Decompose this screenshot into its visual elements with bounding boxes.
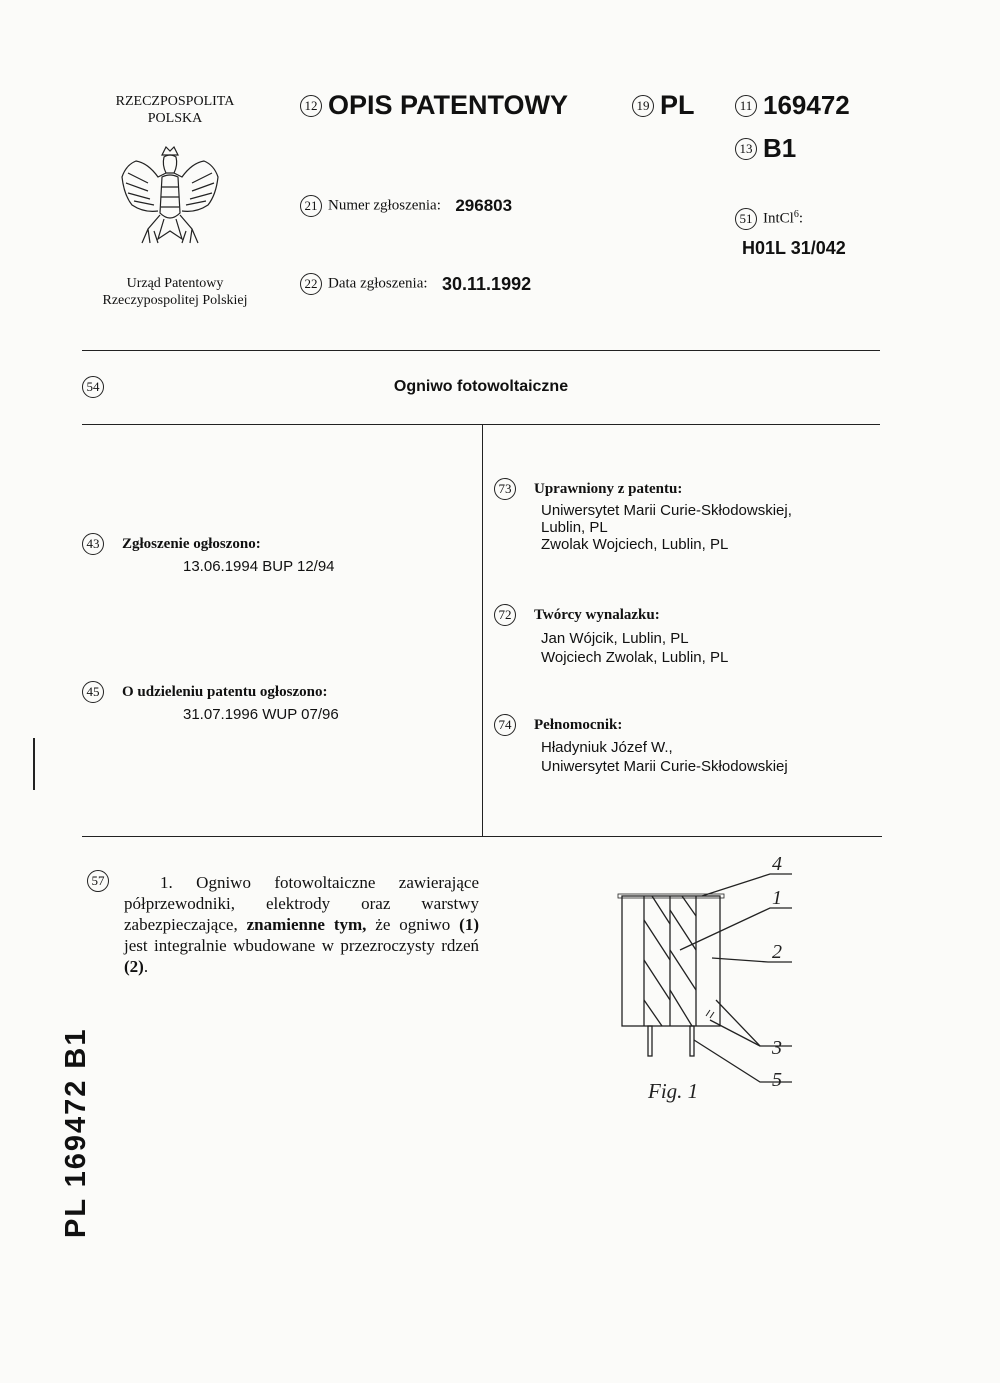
figure-caption: Fig. 1 <box>648 1079 699 1103</box>
kind-code: 13 B1 <box>735 133 796 164</box>
country-name: RZECZPOSPOLITA POLSKA <box>115 94 235 126</box>
grant-info: 45 O udzieleniu patentu ogłoszono: <box>82 681 327 703</box>
divider <box>82 836 882 837</box>
electrode-lead <box>690 1026 694 1056</box>
claim-code: 57 <box>87 870 115 892</box>
eagle-emblem-icon <box>118 143 223 253</box>
ipc-value: H01L 31/042 <box>742 238 846 258</box>
inventors-list: Jan Wójcik, Lublin, PL Wojciech Zwolak, Lublin, PL <box>541 630 729 666</box>
divider <box>82 424 880 425</box>
doc-title: OPIS PATENTOWY <box>328 90 569 120</box>
patent-office-name: Urząd Patentowy Rzeczypospolitej Polskiej <box>102 276 248 308</box>
invention-title: Ogniwo fotowoltaiczne <box>393 378 569 395</box>
document-type <box>300 90 568 121</box>
agent-info: Hładyniuk Józef W., Uniwersytet Marii Curie-Skłodowskiej <box>541 739 788 775</box>
owner-heading: 73 Uprawniony z patentu: <box>494 478 682 500</box>
figure-label: 1 <box>772 887 782 909</box>
publication-value: 13.06.1994 BUP 12/94 <box>183 558 335 575</box>
patent-number: 11 169472 <box>735 90 850 121</box>
filing-date: 22 Data zgłoszenia: 30.11.1992 <box>300 273 531 295</box>
figure-label: 2 <box>772 941 782 963</box>
electrode-lead <box>648 1026 652 1056</box>
divider <box>82 350 880 351</box>
margin-mark <box>33 738 35 790</box>
figure-label: 5 <box>772 1069 782 1091</box>
grant-value: 31.07.1996 WUP 07/96 <box>183 706 339 723</box>
application-number: 21 Numer zgłoszenia: 296803 <box>300 195 512 217</box>
claim-text: 1. Ogniwo fotowoltaiczne zawierające półprzewodniki, elektrody oraz warstwy zabezpieczające, znamienne tym, że ogniwo (1) jest integralnie wbudowane w przezroczysty rdzeń (2). <box>124 873 479 976</box>
owner-list: Uniwersytet Marii Curie-Skłodowskiej, Lublin, PL Zwolak Wojciech, Lublin, PL <box>541 502 792 553</box>
inid-code: 12 <box>300 95 322 117</box>
figure-1 <box>600 850 820 1110</box>
side-patent-number: PL 169472 B1 <box>60 1027 92 1238</box>
agent-heading: 74 Pełnomocnik: <box>494 714 622 736</box>
figure-label: 4 <box>772 853 782 875</box>
figure-label: 3 <box>772 1037 782 1059</box>
title-code: 54 <box>82 376 110 398</box>
ipc-label: 51 IntCl$^6$: <box>735 208 803 230</box>
country-code: 19 PL <box>632 90 695 121</box>
inventors-heading: 72 Twórcy wynalazku: <box>494 604 660 626</box>
column-divider <box>482 424 483 836</box>
publication-info: 43 Zgłoszenie ogłoszono: <box>82 533 261 555</box>
transparent-core <box>622 896 720 1026</box>
